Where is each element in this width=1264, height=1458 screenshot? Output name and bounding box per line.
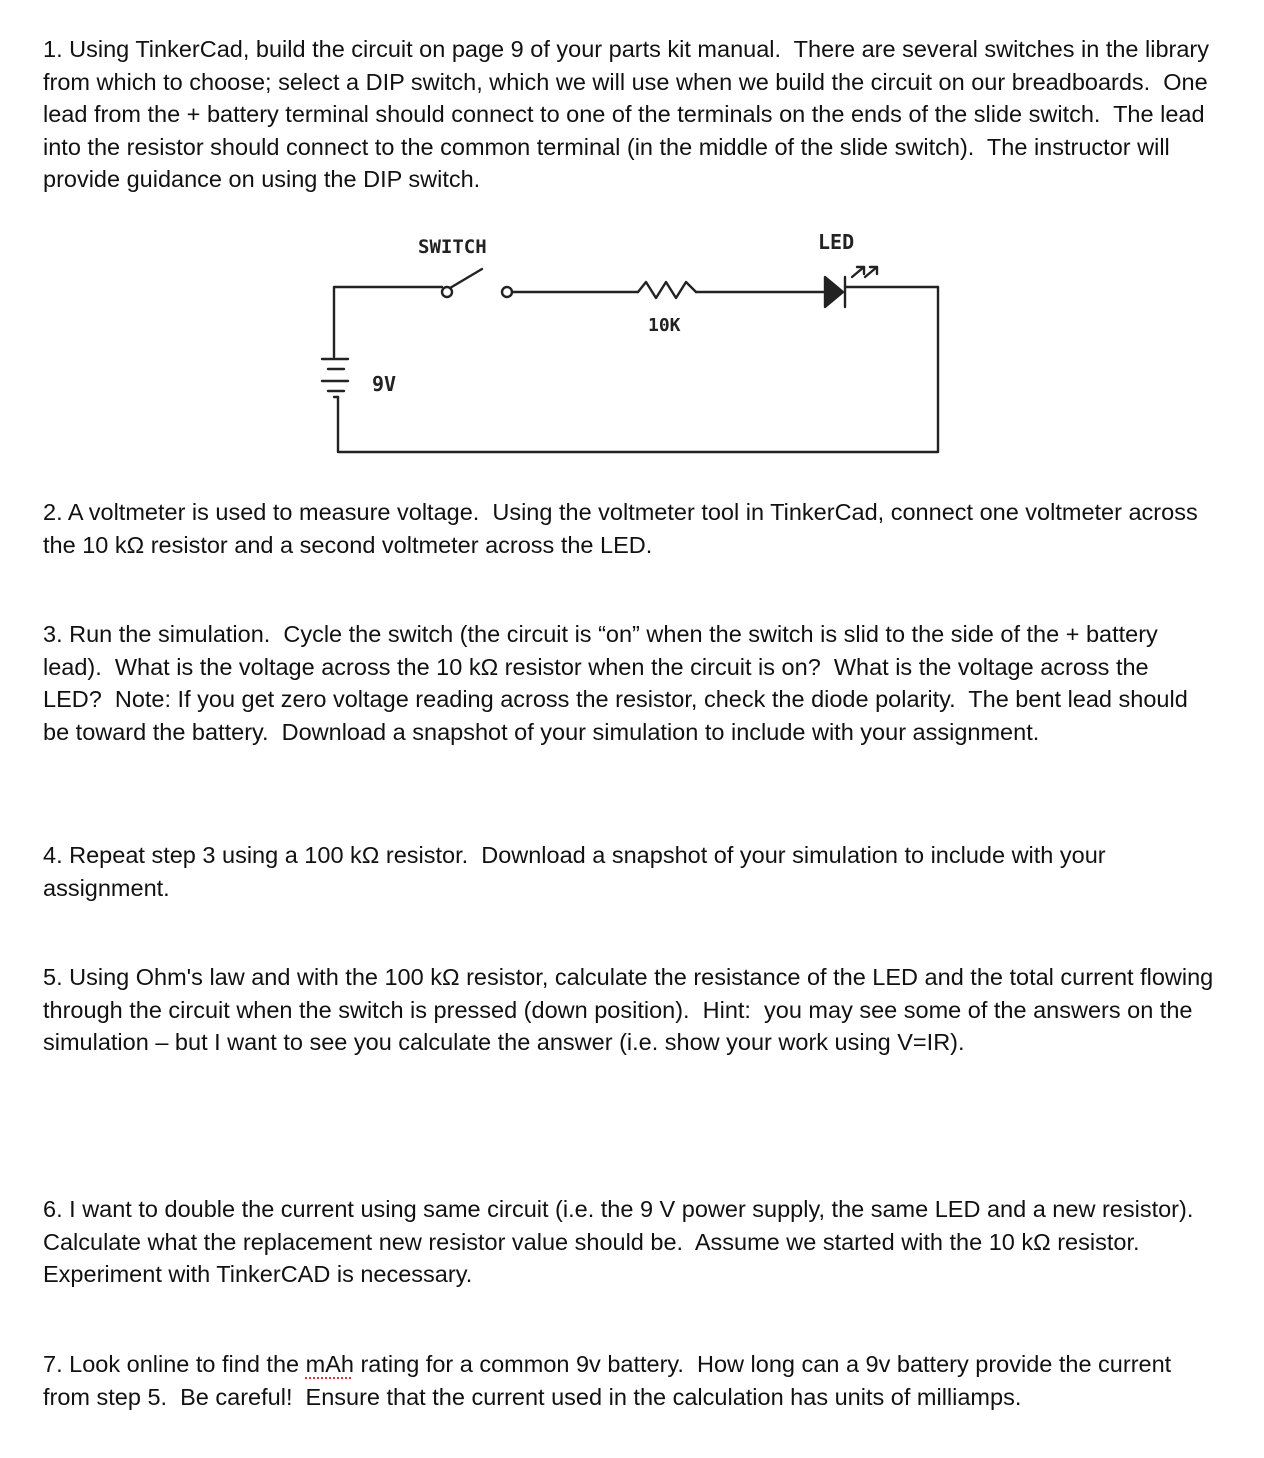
step-7-mah-highlight: mAh (305, 1351, 354, 1377)
step-2-text: A voltmeter is used to measure voltage. Using the voltmeter tool in TinkerCad, connect one voltmeter across the 10 kΩ resistor and a second voltmeter across the LED. (43, 499, 1205, 558)
step-3-number: 3. (43, 621, 63, 647)
switch-label: SWITCH (418, 236, 487, 258)
step-6 (43, 1193, 1213, 1291)
resistor-label: 10K (648, 315, 681, 336)
step-1-number: 1. (43, 36, 63, 62)
led-arrow-2 (865, 267, 877, 277)
circuit-diagram (300, 225, 960, 465)
step-7-number: 7. (43, 1351, 63, 1377)
switch-contact-right (502, 287, 512, 297)
battery-label: 9V (372, 372, 397, 396)
step-1-text: Using TinkerCad, build the circuit on page 9 of your parts kit manual. There are several switches in the library from which to choose; select a DIP switch, which we will use when we build the circuit on our breadboards. One lead from the + battery terminal should connect to one of the terminals on the ends of the slide switch. The lead into the resistor should connect to the common terminal (in the middle of the slide switch). The instructor will provide guidance on using the DIP switch. (43, 36, 1216, 193)
led-symbol (825, 277, 843, 307)
led-label: LED (818, 230, 855, 254)
step-4-text: Repeat step 3 using a 100 kΩ resistor. Download a snapshot of your simulation to include with your assignment. (43, 842, 1113, 901)
step-7 (43, 1348, 1213, 1413)
step-5 (43, 961, 1218, 1059)
wire-top-left (334, 287, 442, 357)
step-2 (43, 496, 1213, 561)
step-4-number: 4. (43, 842, 63, 868)
step-1 (43, 33, 1216, 196)
resistor-symbol (638, 282, 696, 298)
step-2-number: 2. (43, 499, 63, 525)
step-7-text-before: Look online to find the (69, 1351, 306, 1377)
led-arrow-1 (852, 267, 864, 277)
step-7-text-after: rating for a common 9v battery. How long can a 9v battery provide the current from step 5. Be careful! Ensure that the current used in the calculation has units of milliamps. (43, 1351, 1178, 1410)
wire-right-bottom (338, 287, 938, 452)
step-6-text: I want to double the current using same circuit (i.e. the 9 V power supply, the same LED and a new resistor). Calculate what the replacement new resistor value should be. Assume we started with the 10 kΩ resistor. Experiment with TinkerCAD is necessary. (43, 1196, 1207, 1288)
step-3-text: Run the simulation. Cycle the switch (the circuit is “on” when the switch is slid to the side of the + battery lead). What is the voltage across the 10 kΩ resistor when the circuit is on? What is the voltage across the LED? Note: If you get zero voltage reading across the resistor, check the diode polarity. The bent lead should be toward the battery. Download a snapshot of your simulation to include with your assignment. (43, 621, 1195, 745)
step-6-number: 6. (43, 1196, 63, 1222)
step-3 (43, 618, 1213, 748)
step-5-text: Using Ohm's law and with the 100 kΩ resistor, calculate the resistance of the LED and the total current flowing through the circuit when the switch is pressed (down position). Hint: you may see some of the answers on the simulation – but I want to see you calculate the answer (i.e. show your work using V=IR). (43, 964, 1220, 1056)
step-5-number: 5. (43, 964, 63, 990)
step-4 (43, 839, 1213, 904)
switch-lever (450, 269, 482, 288)
